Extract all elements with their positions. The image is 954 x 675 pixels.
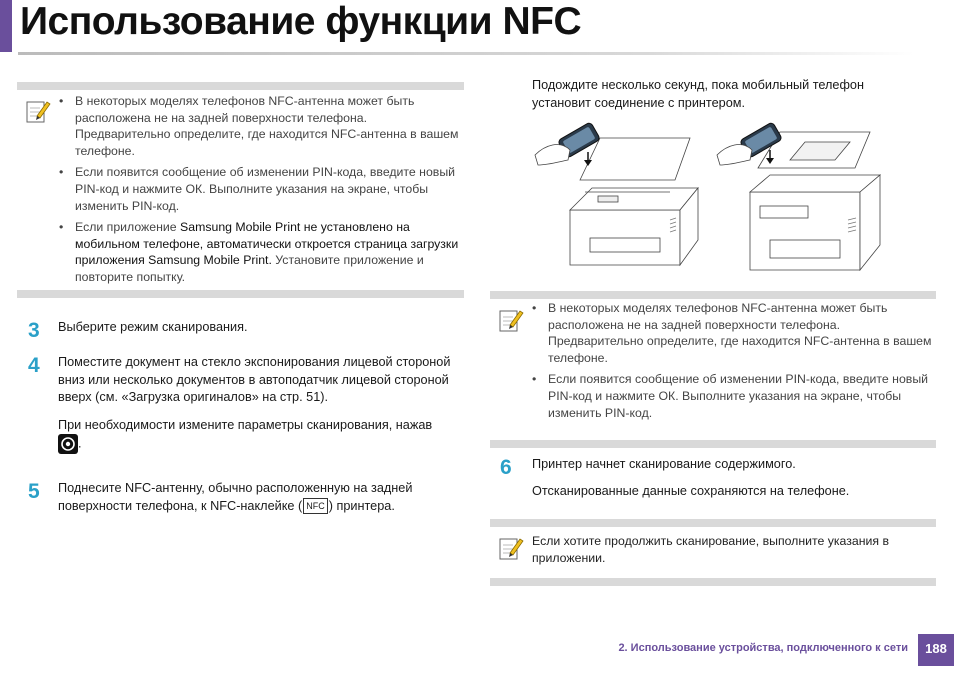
wait-text: Подождите несколько секунд, пока мобильный телефон установит соединение с принтером. <box>532 78 864 110</box>
step-5 <box>28 480 468 530</box>
page-title: Использование функции NFC <box>20 0 582 43</box>
step-4 <box>28 354 468 464</box>
note2-item: • Если появится сообщение об изменении PIN-кода, введите новый PIN-код и нажмите ОК. Выполните указания на экране, чтобы изменить PIN-код. <box>548 371 936 421</box>
header-accent-bar <box>0 0 12 52</box>
step-text: Поднесите NFC-антенну, обычно расположенную на задней поверхности телефона, к NFC-наклейке ( NFC ) принтера. <box>58 481 413 513</box>
step-number: 3 <box>28 319 40 342</box>
scan-settings-icon <box>58 434 78 454</box>
phone-2-icon <box>717 122 782 165</box>
note-box-3 <box>490 519 936 586</box>
printer-1-illustration <box>570 138 698 265</box>
step-number: 6 <box>500 456 512 479</box>
step-number: 4 <box>28 354 40 377</box>
step-text: Принтер начнет сканирование содержимого. <box>532 457 796 471</box>
note1-item: • В некоторых моделях телефонов NFC-антенна может быть расположена не на задней поверхности телефона. Предварительно определите, где находится NFC-антенна в вашем телефоне. <box>75 93 464 159</box>
printer-nfc-illustration <box>530 120 890 280</box>
footer-chapter-link[interactable]: 2. Использование устройства, подключенного к сети <box>618 642 908 654</box>
note-box-2 <box>490 291 936 448</box>
note-pencil-icon <box>498 307 524 335</box>
step-number: 5 <box>28 480 40 503</box>
step-3 <box>28 319 468 343</box>
note1-item: • Если приложение Samsung Mobile Print не установлено на мобильном телефоне, автоматически откроется страница загрузки приложения Samsung Mobile Print. Установите приложение и повторите попытку. <box>75 219 464 285</box>
step-text: Выберите режим сканирования. <box>58 320 248 334</box>
page-number: 188 <box>918 634 954 666</box>
note-pencil-icon <box>498 535 524 563</box>
step-6 <box>500 456 930 506</box>
title-divider <box>18 52 914 55</box>
note2-item: • В некоторых моделях телефонов NFC-антенна может быть расположена не на задней поверхности телефона. Предварительно определите, где находится NFC-антенна в вашем телефоне. <box>548 300 936 366</box>
note-pencil-icon <box>25 98 51 126</box>
note3-text: Если хотите продолжить сканирование, выполните указания в приложении. <box>532 534 890 565</box>
step-text: Поместите документ на стекло экспонирования лицевой стороной вниз или несколько документов в автоподатчик лицевой стороной вверх (см. «Загрузка оригиналов» на стр. 51). <box>58 355 451 404</box>
step-text: При необходимости измените параметры сканирования, нажав . <box>58 417 468 455</box>
note1-item: • Если появится сообщение об изменении PIN-кода, введите новый PIN-код и нажмите ОК. Выполните указания на экране, чтобы изменить PIN-код. <box>75 164 464 214</box>
nfc-sticker-icon: NFC <box>303 498 328 514</box>
note-box-1 <box>17 82 464 298</box>
step-text: Отсканированные данные сохраняются на телефоне. <box>532 483 850 498</box>
